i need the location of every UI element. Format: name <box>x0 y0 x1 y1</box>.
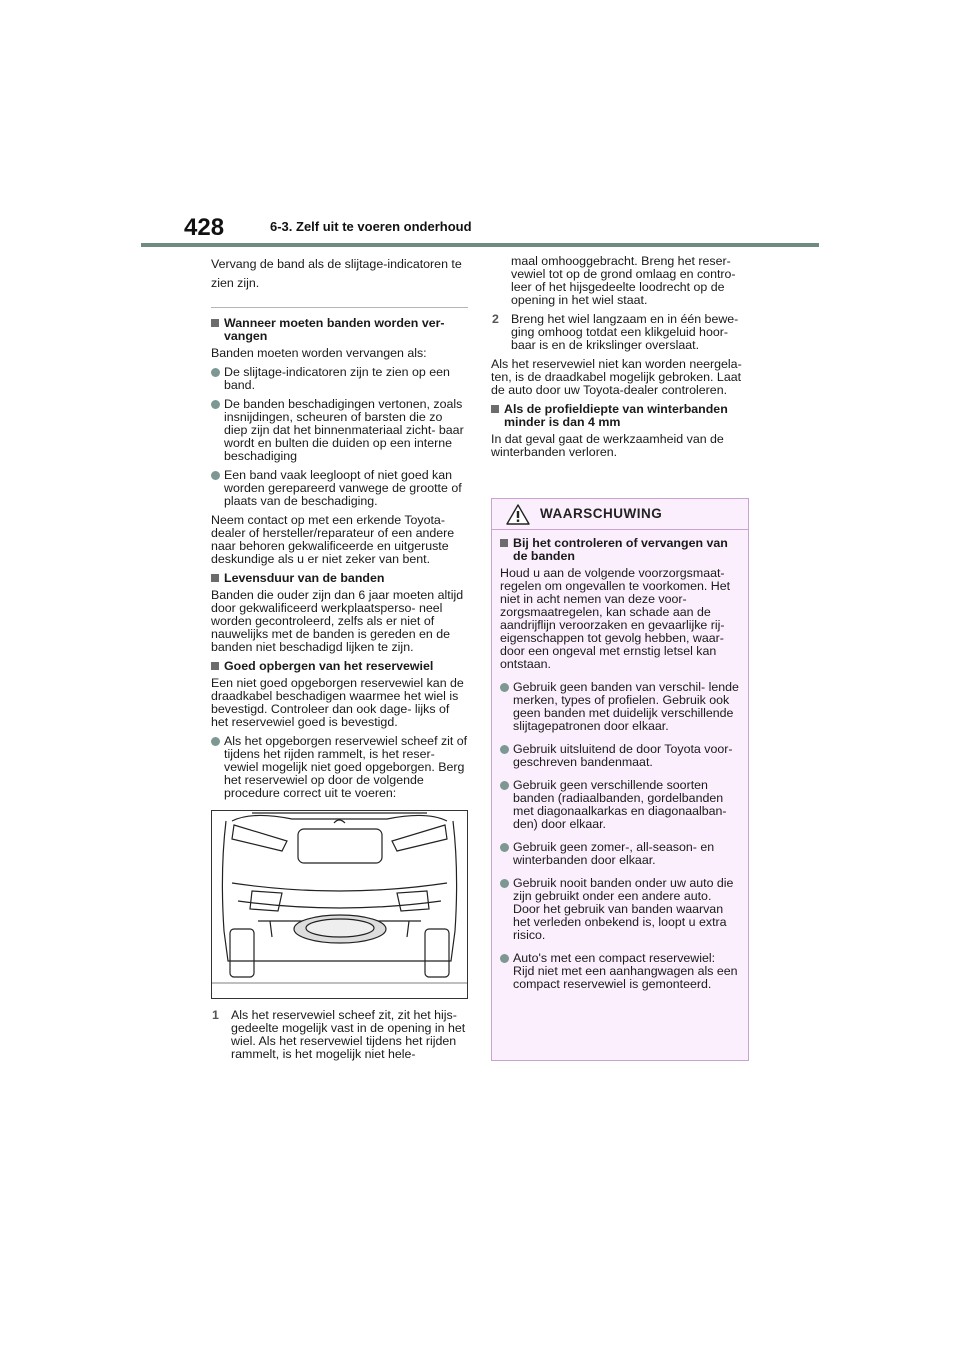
warning-triangle-icon <box>506 504 530 525</box>
left-column <box>211 255 468 1067</box>
list-item-text: Gebruik geen zomer-, all-season- en winterbanden door elkaar. <box>513 840 715 867</box>
heading-text: Bij het controleren of vervangen van de banden <box>513 536 728 563</box>
list-item-text: Als het opgeborgen reservewiel scheef zit of tijdens het rijden rammelt, is het reser- vewiel mogelijk niet goed opgeborgen. Berg het reservewiel op door de volgende procedure correct uit te voeren: <box>224 734 468 800</box>
list-item-text: Gebruik nooit banden onder uw auto die zijn gebruikt onder een andere auto. Door het gebruik van banden waarvan het verleden onbekend is, loopt u extra risico. <box>513 876 734 942</box>
section-title: 6-3. Zelf uit te voeren onderhoud <box>270 219 472 234</box>
bullet-icon <box>500 879 509 888</box>
step-number: 1 <box>212 1008 219 1022</box>
warning-list-item <box>500 743 739 769</box>
heading-text: Levensduur van de banden <box>224 571 385 585</box>
list-item <box>211 366 468 392</box>
square-bullet-icon <box>211 574 219 582</box>
heading-text: Als de profieldiepte van winterbanden minder is dan 4 mm <box>504 402 728 429</box>
list-item-text: Auto's met een compact reservewiel: Rijd niet met een aanhangwagen als een compact reservewiel is gemonteerd. <box>513 951 738 991</box>
step-1-continued: maal omhooggebracht. Breng het reser- vewiel tot op de grond omlaag en contro- leer of het hijsgedeelte loodrecht op de opening in het wiel staat. <box>511 254 736 307</box>
bullet-icon <box>211 471 220 480</box>
step-text: Als het reservewiel scheef zit, zit het hijs- gedeelte mogelijk vast in de opening in het wiel. Als het reservewiel tijdens het rijden rammelt, is het mogelijk niet hele- <box>231 1008 466 1061</box>
bullet-icon <box>211 368 220 377</box>
list-item <box>211 735 468 800</box>
warning-list-item <box>500 779 739 831</box>
list-item-text: De banden beschadigingen vertonen, zoals insnijdingen, scheuren of barsten die zo diep zijn dat het binnenmateriaal zicht- baar wordt en bulten die duiden op een interne beschadiging <box>224 397 464 463</box>
warning-list-item <box>500 841 739 867</box>
paragraph: Banden die ouder zijn dan 6 jaar moeten altijd door gekwalificeerd werkplaatsperso- neel worden gecontroleerd, zelfs als er niet of nauwelijks met de banden is gereden en de banden niet beschadigd lijken te zijn. <box>211 588 464 654</box>
heading-replace-when <box>211 317 468 343</box>
heading-spare-storage <box>211 660 468 673</box>
heading-winter-tread <box>491 403 751 429</box>
heading-text: Goed opbergen van het reservewiel <box>224 659 434 673</box>
warning-header <box>492 499 748 530</box>
list-item-text: Gebruik geen verschillende soorten banden (radiaalbanden, gordelbanden met diagonaalkarkas en diagonaalban- den) door elkaar. <box>513 778 727 831</box>
list-item <box>211 469 468 508</box>
bullet-icon <box>500 683 509 692</box>
bullet-icon <box>211 400 220 409</box>
warning-title: WAARSCHUWING <box>540 506 663 521</box>
step-text: Breng het wiel langzaam en in één bewe- ging omhoog totdat een klikgeluid hoor- baar is en de krikslinger overslaat. <box>511 312 739 352</box>
paragraph: Neem contact op met een erkende Toyota- dealer of hersteller/reparateur of een andere naar behoren gekwalificeerde en uitgeruste deskundige als u er niet zeker van bent. <box>211 513 455 566</box>
step-1 <box>211 1009 468 1061</box>
warning-list-item <box>500 952 739 991</box>
list-item-text: De slijtage-indicatoren zijn te zien op een band. <box>224 365 450 392</box>
paragraph: Als het reservewiel niet kan worden neergela- ten, is de draadkabel mogelijk gebroken. Laat de auto door uw Toyota-dealer controleren. <box>491 357 742 397</box>
heading-text: Wanneer moeten banden worden ver- vangen <box>224 316 445 343</box>
divider <box>211 307 468 308</box>
page-number: 428 <box>184 214 225 241</box>
header-rule <box>141 243 819 247</box>
paragraph: In dat geval gaat de werkzaamheid van de winterbanden verloren. <box>491 432 724 459</box>
warning-body <box>492 530 748 991</box>
car-rear-illustration <box>212 811 467 998</box>
warning-box <box>491 498 749 1061</box>
paragraph: Banden moeten worden vervangen als: <box>211 346 427 360</box>
bullet-icon <box>211 737 220 746</box>
step-number: 2 <box>492 312 499 326</box>
square-bullet-icon <box>491 405 499 413</box>
warning-list-item <box>500 681 739 733</box>
heading-tire-life <box>211 572 468 585</box>
square-bullet-icon <box>500 539 508 547</box>
warning-intro: Houd u aan de volgende voorzorgsmaat- regelen om ongevallen te voorkomen. Het niet in acht nemen van deze voor- zorgsmaatregelen, kan schade aan de aandrijflijn veroorzaken en gevaarlijke rij- eigenschappen tot gevolg hebben, waar- door een ongeval met ernstig letsel kan ontstaan. <box>500 566 731 671</box>
bullet-icon <box>500 781 509 790</box>
intro-text: Vervang de band als de slijtage-indicatoren te zien zijn. <box>211 257 462 290</box>
bullet-icon <box>500 954 509 963</box>
list-item-text: Een band vaak leegloopt of niet goed kan worden gerepareerd vanwege de grootte of plaats van de beschadiging. <box>224 468 462 508</box>
car-rear-spare-wheel-illustration <box>211 810 468 999</box>
list-item-text: Gebruik geen banden van verschil- lende merken, types of profielen. Gebruik ook geen banden met duidelijk verschillende slijtagepatronen door elkaar. <box>513 680 739 733</box>
square-bullet-icon <box>211 319 219 327</box>
warning-list-item <box>500 877 739 942</box>
list-item-text: Gebruik uitsluitend de door Toyota voor- geschreven bandenmaat. <box>513 742 733 769</box>
bullet-icon <box>500 843 509 852</box>
warning-heading <box>500 537 739 563</box>
right-column <box>491 255 751 465</box>
paragraph: Een niet goed opgeborgen reservewiel kan de draadkabel beschadigen waarmee het wiel is bevestigd. Controleer dan ook dage- lijks of het reservewiel goed is bevestigd. <box>211 676 464 729</box>
bullet-icon <box>500 745 509 754</box>
list-item <box>211 398 468 463</box>
step-2 <box>491 313 751 352</box>
square-bullet-icon <box>211 662 219 670</box>
